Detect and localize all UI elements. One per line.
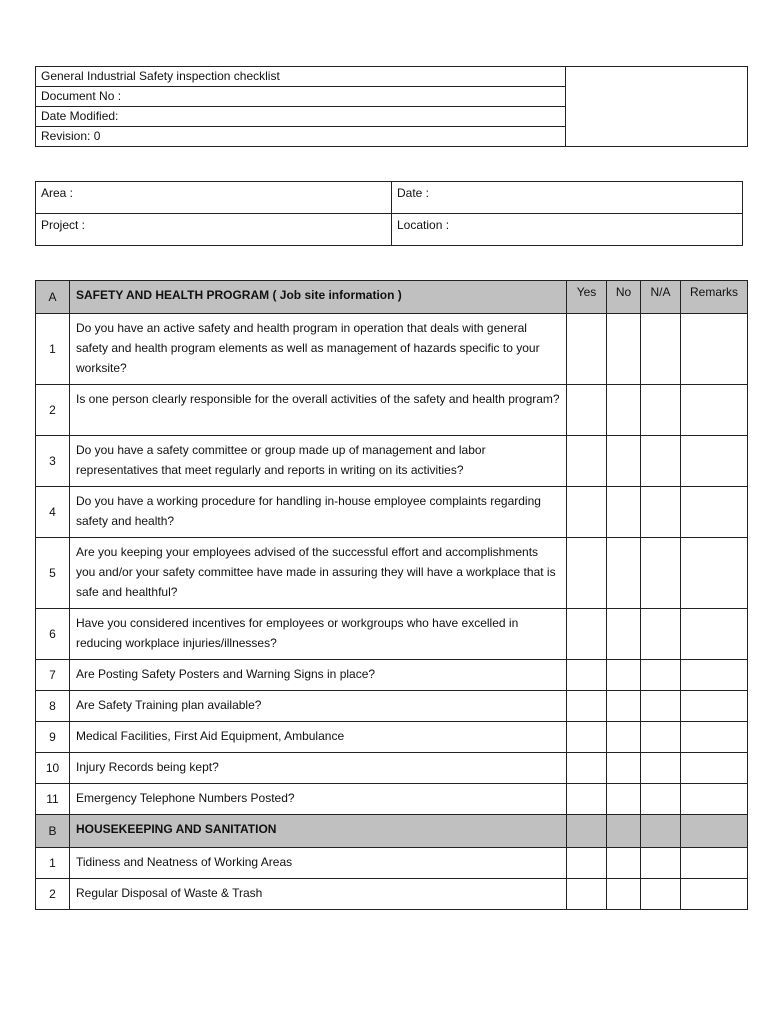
- date-modified-field[interactable]: Date Modified:: [36, 107, 566, 127]
- item-question: Tidiness and Neatness of Working Areas: [70, 848, 567, 879]
- yes-cell[interactable]: [567, 848, 607, 879]
- yes-cell[interactable]: [567, 385, 607, 436]
- na-cell[interactable]: [641, 314, 681, 385]
- item-number: 5: [36, 538, 70, 609]
- na-cell[interactable]: [641, 385, 681, 436]
- yes-cell[interactable]: [567, 609, 607, 660]
- item-question: Do you have a safety committee or group made up of management and labor representatives that meet regularly and reports in writing on its activities?: [70, 436, 567, 487]
- na-cell[interactable]: [641, 784, 681, 815]
- item-number: 2: [36, 385, 70, 436]
- na-cell[interactable]: [641, 538, 681, 609]
- item-question: Are Posting Safety Posters and Warning Signs in place?: [70, 660, 567, 691]
- yes-cell[interactable]: [567, 753, 607, 784]
- na-cell[interactable]: [641, 879, 681, 910]
- remarks-cell[interactable]: [681, 314, 748, 385]
- section-letter: A: [36, 281, 70, 314]
- item-number: 9: [36, 722, 70, 753]
- table-row: [36, 314, 748, 385]
- yes-cell[interactable]: [567, 538, 607, 609]
- no-cell[interactable]: [607, 487, 641, 538]
- section-b-header-row: [36, 815, 748, 848]
- section-title: HOUSEKEEPING AND SANITATION: [70, 815, 567, 848]
- table-row: [36, 487, 748, 538]
- na-cell[interactable]: [641, 436, 681, 487]
- yes-cell[interactable]: [567, 436, 607, 487]
- logo-placeholder: [566, 67, 748, 147]
- date-field[interactable]: Date :: [392, 182, 743, 214]
- item-question: Do you have a working procedure for handling in-house employee complaints regarding safety and health?: [70, 487, 567, 538]
- yes-cell[interactable]: [567, 660, 607, 691]
- item-number: 2: [36, 879, 70, 910]
- remarks-cell[interactable]: [681, 487, 748, 538]
- document-title: General Industrial Safety inspection checklist: [36, 67, 566, 87]
- section-title: SAFETY AND HEALTH PROGRAM ( Job site information ): [70, 281, 567, 314]
- item-number: 8: [36, 691, 70, 722]
- item-number: 3: [36, 436, 70, 487]
- table-row: [36, 660, 748, 691]
- area-field[interactable]: Area :: [36, 182, 392, 214]
- item-number: 11: [36, 784, 70, 815]
- item-question: Is one person clearly responsible for the overall activities of the safety and health program?: [70, 385, 567, 436]
- remarks-cell[interactable]: [681, 538, 748, 609]
- revision-field[interactable]: Revision: 0: [36, 127, 566, 147]
- item-question: Regular Disposal of Waste & Trash: [70, 879, 567, 910]
- remarks-cell[interactable]: [681, 848, 748, 879]
- no-cell[interactable]: [607, 385, 641, 436]
- no-cell[interactable]: [607, 848, 641, 879]
- table-row: [36, 879, 748, 910]
- no-cell[interactable]: [607, 753, 641, 784]
- yes-cell[interactable]: [567, 722, 607, 753]
- section-letter: B: [36, 815, 70, 848]
- remarks-cell[interactable]: [681, 436, 748, 487]
- no-cell[interactable]: [607, 660, 641, 691]
- table-row: [36, 385, 748, 436]
- remarks-cell[interactable]: [681, 660, 748, 691]
- remarks-cell[interactable]: [681, 879, 748, 910]
- item-number: 4: [36, 487, 70, 538]
- remarks-cell[interactable]: [681, 691, 748, 722]
- na-cell[interactable]: [641, 722, 681, 753]
- no-cell[interactable]: [607, 784, 641, 815]
- table-row: [36, 609, 748, 660]
- na-cell[interactable]: [641, 691, 681, 722]
- item-question: Emergency Telephone Numbers Posted?: [70, 784, 567, 815]
- project-field[interactable]: Project :: [36, 214, 392, 246]
- no-cell[interactable]: [607, 609, 641, 660]
- table-row: [36, 538, 748, 609]
- yes-cell[interactable]: [567, 691, 607, 722]
- item-question: Injury Records being kept?: [70, 753, 567, 784]
- inspection-info-table: [35, 181, 743, 246]
- no-cell[interactable]: [607, 538, 641, 609]
- location-field[interactable]: Location :: [392, 214, 743, 246]
- item-number: 10: [36, 753, 70, 784]
- remarks-cell[interactable]: [681, 722, 748, 753]
- remarks-cell[interactable]: [681, 753, 748, 784]
- no-cell[interactable]: [607, 691, 641, 722]
- no-cell[interactable]: [607, 722, 641, 753]
- item-question: Do you have an active safety and health program in operation that deals with general safety and health program elements as well as management of hazards specific to your worksite?: [70, 314, 567, 385]
- remarks-cell[interactable]: [681, 385, 748, 436]
- na-cell[interactable]: [641, 753, 681, 784]
- no-cell[interactable]: [607, 436, 641, 487]
- column-header-yes: Yes: [567, 281, 607, 314]
- column-header-no: No: [607, 281, 641, 314]
- yes-cell[interactable]: [567, 784, 607, 815]
- table-row: [36, 848, 748, 879]
- item-number: 7: [36, 660, 70, 691]
- na-cell[interactable]: [641, 660, 681, 691]
- no-cell[interactable]: [607, 314, 641, 385]
- item-number: 1: [36, 314, 70, 385]
- no-cell[interactable]: [607, 879, 641, 910]
- table-row: [36, 784, 748, 815]
- item-question: Medical Facilities, First Aid Equipment, Ambulance: [70, 722, 567, 753]
- item-number: 1: [36, 848, 70, 879]
- na-cell[interactable]: [641, 848, 681, 879]
- item-question: Are you keeping your employees advised of the successful effort and accomplishments you and/or your safety committee have made in assuring they will have a workplace that is safe and healthful?: [70, 538, 567, 609]
- section-a-header-row: [36, 281, 748, 314]
- yes-cell[interactable]: [567, 314, 607, 385]
- document-header-table: [35, 66, 748, 147]
- table-row: [36, 753, 748, 784]
- item-question: Are Safety Training plan available?: [70, 691, 567, 722]
- na-cell[interactable]: [641, 609, 681, 660]
- table-row: [36, 436, 748, 487]
- document-no-field[interactable]: Document No :: [36, 87, 566, 107]
- remarks-cell[interactable]: [681, 609, 748, 660]
- column-header-remarks: Remarks: [681, 281, 748, 314]
- table-row: [36, 722, 748, 753]
- item-question: Have you considered incentives for employees or workgroups who have excelled in reducing workplace injuries/illnesses?: [70, 609, 567, 660]
- yes-cell[interactable]: [567, 487, 607, 538]
- na-cell[interactable]: [641, 487, 681, 538]
- yes-cell[interactable]: [567, 879, 607, 910]
- item-number: 6: [36, 609, 70, 660]
- table-row: [36, 691, 748, 722]
- remarks-cell[interactable]: [681, 784, 748, 815]
- column-header-na: N/A: [641, 281, 681, 314]
- checklist-table: [35, 280, 748, 910]
